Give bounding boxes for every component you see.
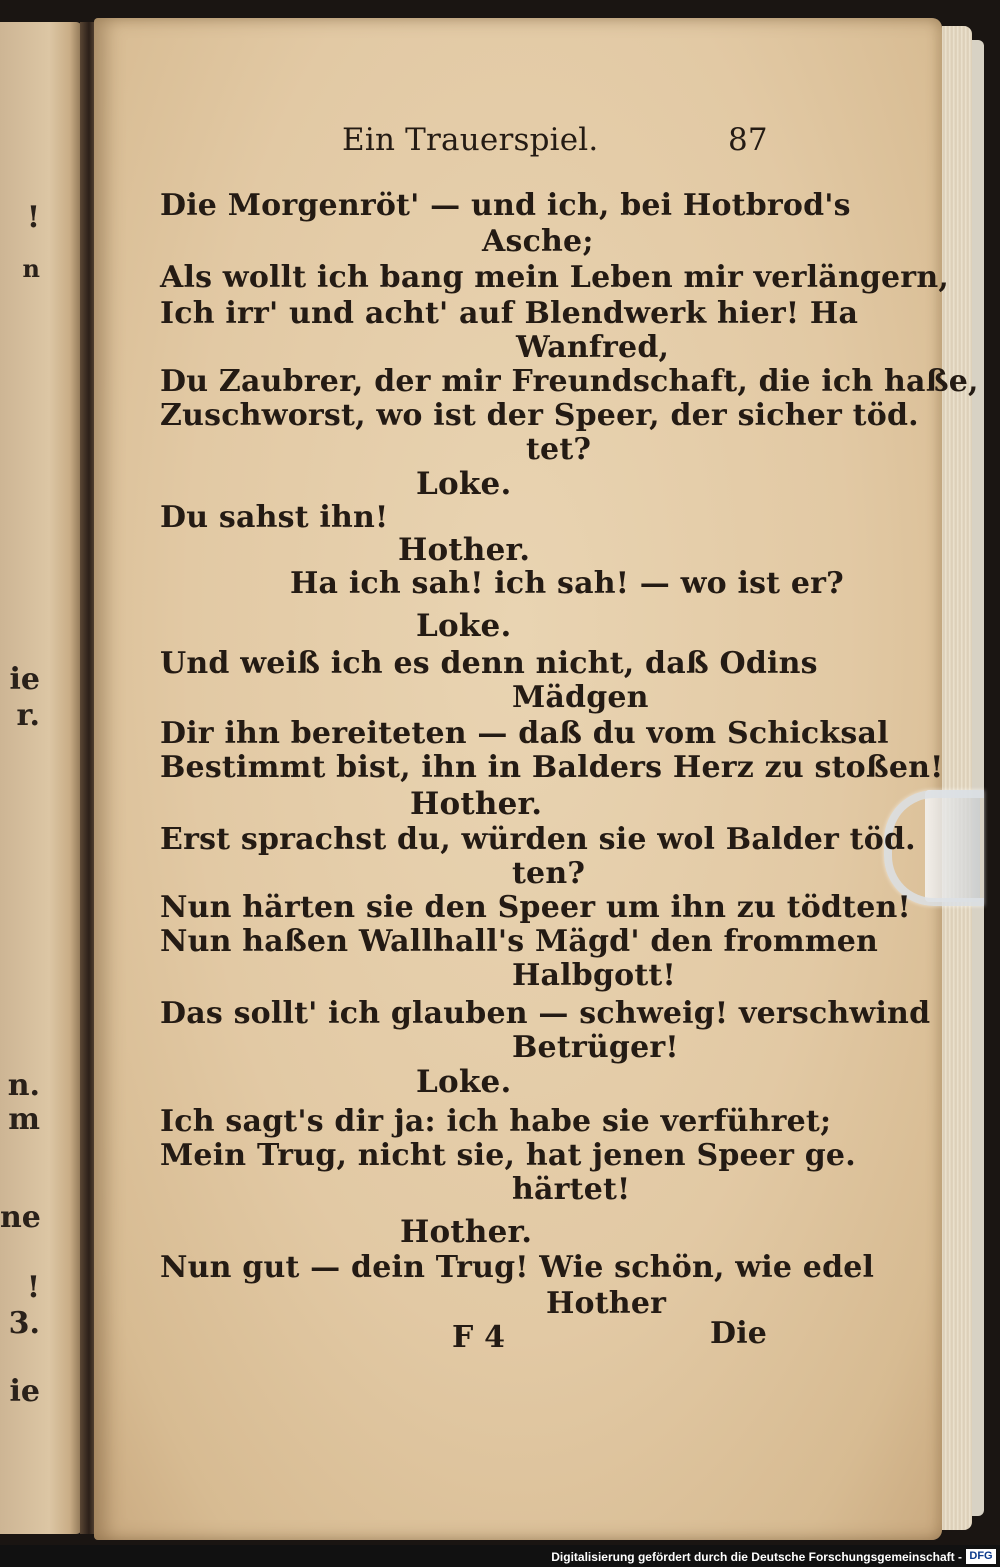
verse-line: Bestimmt bist, ihn in Balders Herz zu stoßen! (160, 750, 944, 785)
left-page-fragment: 3. (8, 1306, 40, 1341)
verse-line: Erst sprachst du, würden sie wol Balder töd. (160, 822, 916, 857)
speaker-name: Hother. (398, 532, 531, 568)
left-page-fragment: ! (26, 200, 40, 235)
verse-line: Ich irr' und acht' auf Blendwerk hier! Ha (160, 296, 859, 331)
left-page-fragment: ne (0, 1200, 41, 1235)
catchword: Die (710, 1316, 768, 1351)
verse-line: Du sahst ihn! (160, 500, 389, 535)
verse-line: ten? (512, 856, 586, 891)
left-page-fragment: m (8, 1102, 40, 1137)
verse-line: tet? (526, 432, 592, 467)
verse-line: härtet! (512, 1172, 631, 1207)
digitization-notice: Digitalisierung gefördert durch die Deutsche Forschungsgemeinschaft - (551, 1550, 962, 1564)
verse-line: Als wollt ich bang mein Leben mir verlängern, (160, 260, 949, 295)
verse-line: Das sollt' ich glauben — schweig! verschwind (160, 996, 931, 1031)
signature-mark: F 4 (452, 1320, 506, 1355)
verse-line: Nun haßen Wallhall's Mägd' den frommen (160, 924, 879, 959)
verse-line: Und weiß ich es denn nicht, daß Odins (160, 646, 818, 681)
speaker-name: Loke. (416, 1064, 512, 1100)
speaker-name: Loke. (416, 466, 512, 502)
verse-line: Nun härten sie den Speer um ihn zu tödten! (160, 890, 911, 925)
left-page-fragment: r. (16, 698, 40, 733)
left-page-fragment: ie (9, 1374, 40, 1409)
verse-line: Ha ich sah! ich sah! — wo ist er? (290, 566, 844, 601)
verse-line: Halbgott! (512, 958, 676, 993)
verse-line: Mein Trug, nicht sie, hat jenen Speer ge. (160, 1138, 856, 1173)
speaker-name: Hother. (400, 1214, 533, 1250)
left-page-fragment: n. (7, 1068, 40, 1103)
left-page-fragment: n (22, 254, 40, 283)
page-number: 87 (728, 122, 768, 158)
verse-line: Zuschworst, wo ist der Speer, der sicher töd. (160, 398, 919, 433)
verse-line: Hother (546, 1286, 667, 1321)
speaker-name: Hother. (410, 786, 543, 822)
left-page-fragment: ! (26, 1270, 40, 1305)
digitization-footer (0, 1545, 1000, 1567)
speaker-name: Loke. (416, 608, 512, 644)
verse-line: Ich sagt's dir ja: ich habe sie verführet; (160, 1104, 832, 1139)
verse-line: Wanfred, (516, 330, 670, 365)
verse-line: Mädgen (512, 680, 649, 715)
verse-line: Die Morgenröt' — und ich, bei Hotbrod's (160, 188, 851, 223)
verse-line: Asche; (482, 224, 594, 259)
left-page-fragment: ie (9, 662, 40, 697)
verse-line: Nun gut — dein Trug! Wie schön, wie edel (160, 1250, 875, 1285)
running-title: Ein Trauerspiel. (342, 122, 599, 158)
verse-line: Du Zaubrer, der mir Freundschaft, die ich haße, (160, 364, 979, 399)
verse-line: Betrüger! (512, 1030, 679, 1065)
verse-line: Dir ihn bereiteten — daß du vom Schicksal (160, 716, 889, 751)
dfg-logo: DFG (966, 1549, 996, 1564)
